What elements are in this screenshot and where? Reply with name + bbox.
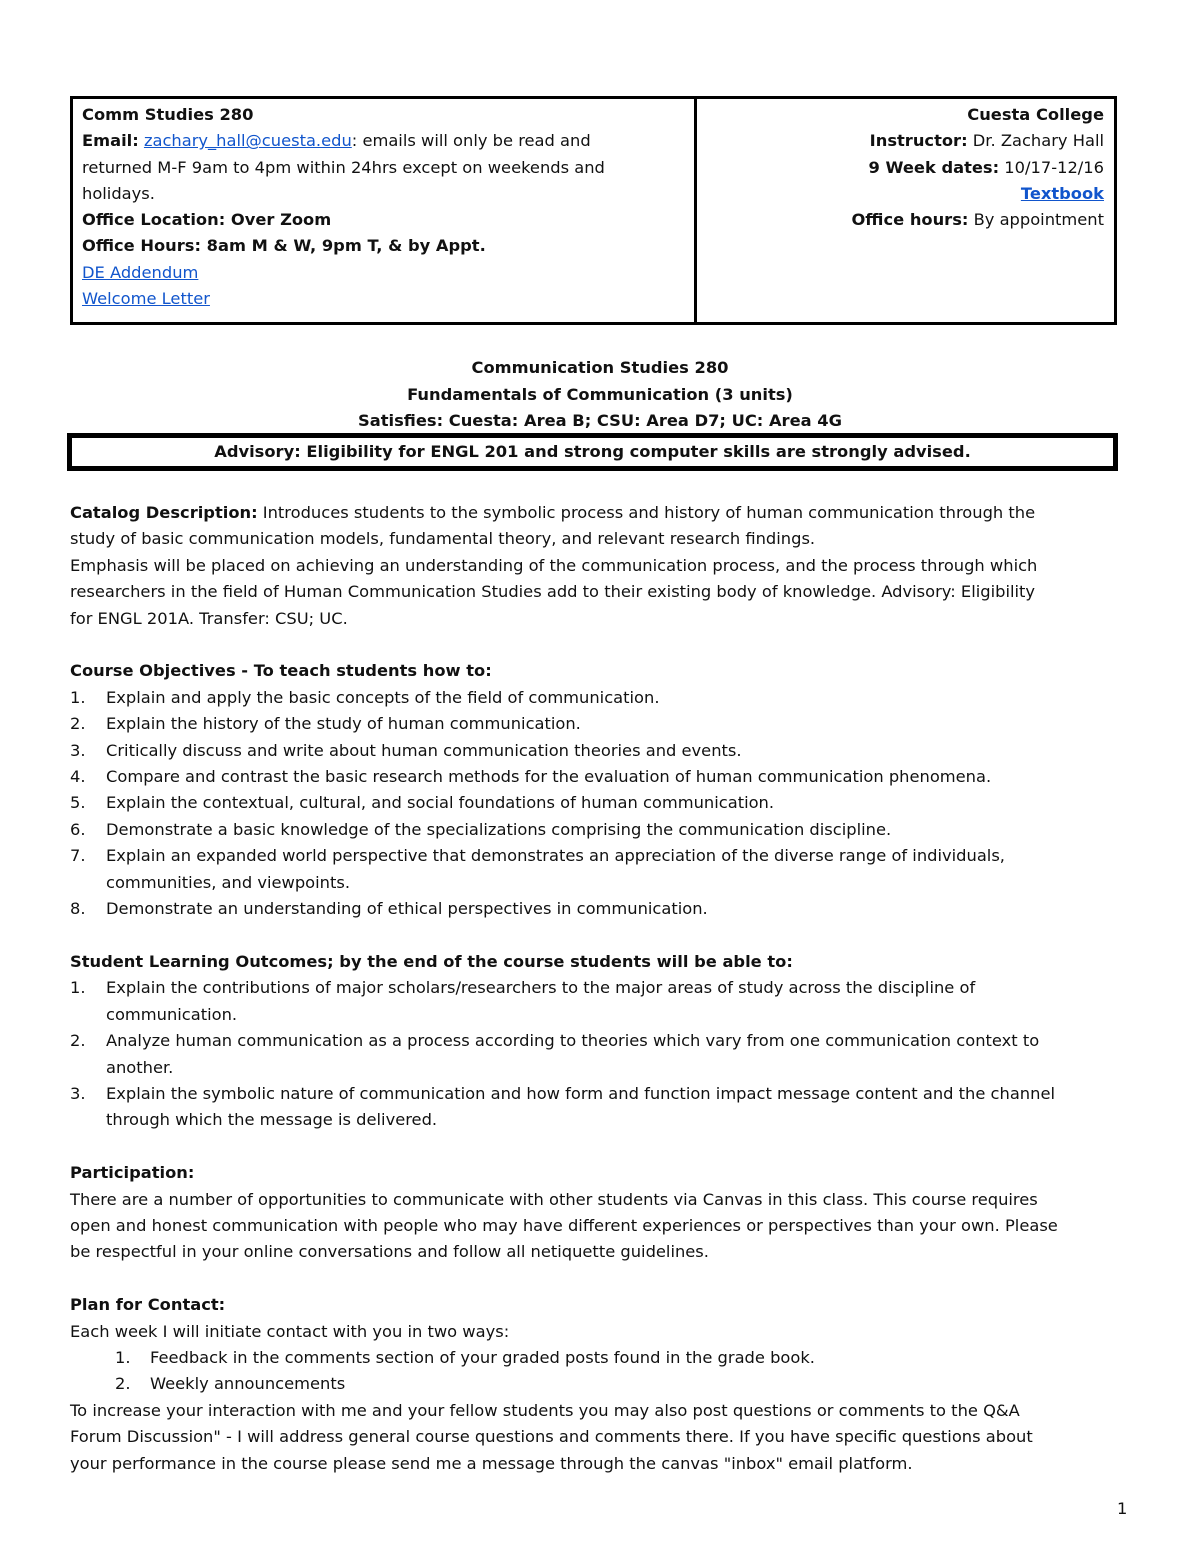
- list-text: Explain an expanded world perspective that demonstrates an appreciation of the diverse range of individuals,: [106, 846, 1005, 866]
- welcome-letter-link[interactable]: Welcome Letter: [82, 289, 210, 309]
- email-label: Email:: [82, 131, 139, 151]
- course-subtitle: Fundamentals of Communication (3 units): [407, 384, 793, 404]
- textbook-link[interactable]: Textbook: [1020, 183, 1104, 203]
- list-text: Analyze human communication as a process according to theories which vary from one communication context to: [106, 1031, 1040, 1051]
- list-item: [70, 1081, 1150, 1134]
- catalog-line: researchers in the field of Human Communication Studies add to their existing body of knowledge. Advisory: Eligibility: [70, 582, 1036, 602]
- outcomes-heading: Student Learning Outcomes; by the end of the course students will be able to:: [70, 951, 793, 971]
- objectives-heading: Course Objectives - To teach students how to:: [70, 661, 492, 681]
- instructor-label: Instructor:: [869, 131, 968, 151]
- course-title: Communication Studies 280: [471, 358, 729, 377]
- list-text-continued: communication.: [106, 1004, 238, 1024]
- list-item: [70, 817, 1150, 843]
- list-text: Feedback in the comments section of your graded posts found in the grade book.: [150, 1347, 815, 1367]
- contact-line: To increase your interaction with me and your fellow students you may also post questions or comments to the Q&A: [70, 1400, 1020, 1420]
- catalog-line: for ENGL 201A. Transfer: CSU; UC.: [70, 608, 348, 628]
- participation-line: There are a number of opportunities to communicate with other students via Canvas in this class. This course requires: [70, 1189, 1038, 1209]
- advisory-text: Advisory: Eligibility for ENGL 201 and strong computer skills are strongly advised.: [72, 437, 1113, 466]
- list-item: [70, 790, 1150, 816]
- list-item: [70, 843, 1150, 896]
- hours-value: By appointment: [968, 210, 1104, 230]
- email-note: : emails will only be read and: [351, 131, 591, 151]
- list-item: [70, 1028, 1150, 1081]
- list-text: Explain and apply the basic concepts of the field of communication.: [106, 687, 660, 707]
- contact-intro: Each week I will initiate contact with you in two ways:: [70, 1321, 510, 1341]
- list-text: Critically discuss and write about human communication theories and events.: [106, 740, 742, 760]
- contact-line: Forum Discussion" - I will address general course questions and comments there. If you have specific questions about: [70, 1427, 1033, 1447]
- course-title-block: [0, 355, 1200, 435]
- syllabus-body: [70, 500, 1150, 1477]
- catalog-description: [70, 500, 1150, 632]
- header-left-cell: [73, 99, 697, 322]
- list-item: [70, 1371, 1150, 1397]
- list-text-continued: communities, and viewpoints.: [106, 872, 351, 892]
- college-name: Cuesta College: [967, 105, 1104, 124]
- list-item: [70, 711, 1150, 737]
- course-code: Comm Studies 280: [82, 105, 254, 124]
- page-number: 1: [1117, 1499, 1128, 1518]
- list-number: 3.: [70, 1083, 86, 1103]
- catalog-line: study of basic communication models, fundamental theory, and relevant research findings.: [70, 529, 816, 549]
- list-text: Explain the history of the study of human communication.: [106, 714, 581, 734]
- header-table: [70, 96, 1117, 325]
- list-text: Explain the contributions of major scholars/researchers to the major areas of study across the discipline of: [106, 978, 976, 998]
- email-line: [82, 128, 694, 154]
- catalog-line: Introduces students to the symbolic process and history of human communication through the: [257, 503, 1036, 522]
- course-satisfies: Satisfies: Cuesta: Area B; CSU: Area D7; UC: Area 4G: [358, 411, 842, 430]
- list-text: Demonstrate a basic knowledge of the specializations comprising the communication discipline.: [106, 819, 892, 839]
- list-text-continued: another.: [106, 1057, 174, 1077]
- list-number: 6.: [70, 819, 86, 839]
- contact-heading: Plan for Contact:: [70, 1295, 226, 1315]
- advisory-box: [67, 433, 1118, 471]
- list-number: 7.: [70, 846, 86, 866]
- contact-line: your performance in the course please send me a message through the canvas "inbox" email platform.: [70, 1453, 913, 1473]
- list-number: 5.: [70, 793, 86, 813]
- list-text: Demonstrate an understanding of ethical perspectives in communication.: [106, 899, 708, 919]
- list-text: Explain the symbolic nature of communication and how form and function impact message content and the channel: [106, 1083, 1055, 1103]
- list-item: [70, 738, 1150, 764]
- list-number: 1.: [70, 687, 86, 707]
- header-right-cell: [697, 99, 1114, 322]
- contact-list: [70, 1345, 1150, 1398]
- list-item: [70, 975, 1150, 1028]
- dates-value: 10/17-12/16: [999, 157, 1104, 177]
- list-number: 1.: [70, 978, 86, 998]
- dates-line: [697, 155, 1104, 181]
- list-item: [70, 896, 1150, 922]
- participation-line: be respectful in your online conversations and follow all netiquette guidelines.: [70, 1242, 709, 1262]
- de-addendum-link[interactable]: DE Addendum: [82, 262, 199, 282]
- list-text: Compare and contrast the basic research methods for the evaluation of human communication phenomena.: [106, 767, 992, 787]
- participation-heading: Participation:: [70, 1163, 195, 1183]
- email-note-line-3: holidays.: [82, 183, 155, 203]
- list-item: [70, 1345, 1150, 1371]
- list-number: 2.: [70, 714, 86, 734]
- outcomes-list: [70, 975, 1150, 1133]
- objectives-list: [70, 685, 1150, 923]
- office-location: Office Location: Over Zoom: [82, 210, 332, 230]
- instructor-line: [697, 128, 1104, 154]
- list-item: [70, 764, 1150, 790]
- office-hours: Office Hours: 8am M & W, 9pm T, & by Appt.: [82, 236, 486, 256]
- email-note-line-2: returned M-F 9am to 4pm within 24hrs except on weekends and: [82, 157, 605, 177]
- dates-label: 9 Week dates:: [868, 157, 1000, 177]
- hours-line: [697, 207, 1104, 233]
- catalog-label: Catalog Description:: [70, 503, 258, 522]
- list-number: 2.: [70, 1031, 86, 1051]
- list-text-continued: through which the message is delivered.: [106, 1110, 438, 1130]
- list-number: 1.: [115, 1347, 131, 1367]
- list-text: Explain the contextual, cultural, and social foundations of human communication.: [106, 793, 775, 813]
- list-number: 3.: [70, 740, 86, 760]
- catalog-line: Emphasis will be placed on achieving an understanding of the communication process, and the process through which: [70, 555, 1038, 575]
- list-text: Weekly announcements: [150, 1374, 346, 1394]
- list-number: 8.: [70, 899, 86, 919]
- hours-label: Office hours:: [851, 210, 969, 230]
- list-number: 4.: [70, 767, 86, 787]
- list-number: 2.: [115, 1374, 131, 1394]
- participation-line: open and honest communication with people who may have different experiences or perspectives than your own. Please: [70, 1215, 1058, 1235]
- email-link[interactable]: zachary_hall@cuesta.edu: [143, 131, 352, 151]
- instructor-name: Dr. Zachary Hall: [967, 131, 1104, 151]
- list-item: [70, 685, 1150, 711]
